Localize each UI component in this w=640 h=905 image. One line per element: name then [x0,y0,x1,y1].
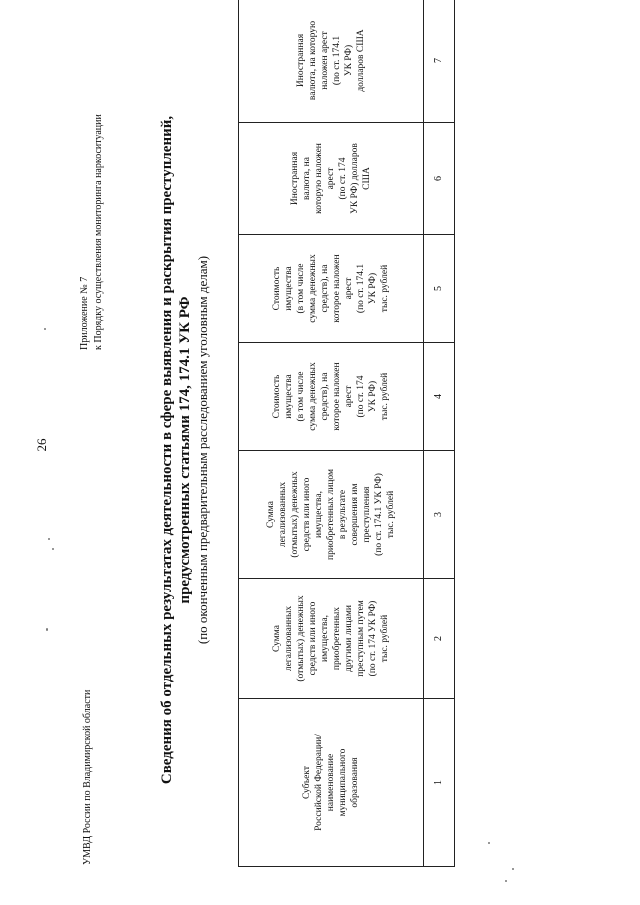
header-cell-line: Стоимость [272,374,282,419]
header-cell-line: арест [344,385,354,408]
header-cell-line: приобретенных [332,606,342,671]
header-cell-6 [239,123,424,235]
column-number-cell: 4 [424,343,455,451]
header-cell-line: УК РФ) долларов [350,143,360,214]
header-cell-line: арест [326,167,336,190]
header-cell-line: преступным путем [356,600,366,677]
annex-note [78,114,106,350]
header-cell-line: средств), на [320,264,330,313]
header-cell-line: (в том числе [296,263,306,314]
header-cell-line: (по ст. 174.1 [332,35,342,86]
header-cell-line: сумма денежных [308,254,318,323]
header-cell-line: тыс. рублей [380,264,390,313]
scan-speck [44,328,46,330]
header-cell-line: образования [350,757,360,808]
column-number-cell: 3 [424,451,455,579]
header-cell-line: имущества [284,266,294,311]
header-cell-1 [239,699,424,867]
header-cell-line: имущества [284,374,294,419]
document-title [158,35,211,865]
header-cell-line: арест [344,277,354,300]
header-cell-line: легализованных [278,481,288,548]
header-cell-line: которую наложен [314,143,324,214]
header-cell-line: Субъект [302,765,312,800]
scan-speck [488,842,490,844]
header-cell-line: имущества, [314,491,324,538]
header-cell-line: преступления [362,486,372,543]
column-number-cell: 1 [424,699,455,867]
scan-speck [505,880,507,882]
header-cell-line: (по ст. 174 УК РФ) [368,600,378,677]
header-cell-line: США [362,167,372,190]
header-cell-line: легализованных [284,605,294,672]
header-cell-line: наложен арест [320,31,330,90]
organization-header: УМВД России по Владимирской области [82,689,93,865]
header-cell-line: (по ст. 174.1 УК РФ) [374,473,384,556]
header-cell-line: средств или иного [308,601,318,676]
header-cell-line: приобретенных лицом [326,469,336,561]
header-cell-5 [239,235,424,343]
header-cell-line: Сумма [266,501,276,528]
header-cell-line: (по ст. 174 [338,157,348,200]
header-cell-line: Стоимость [272,266,282,311]
header-cell-line: Сумма [272,625,282,652]
header-cell-line: долларов США [356,29,366,92]
header-cell-line: тыс. рублей [386,490,396,539]
header-cell-line: УК РФ) [368,380,378,413]
annex-line-2: к Порядку осуществления мониторинга наркоситуации [93,114,104,350]
header-cell-4 [239,343,424,451]
header-cell-line: валюта, на [302,157,312,200]
header-cell-line: другими лицами [344,605,354,672]
header-cell-2 [239,579,424,699]
header-cell-line: совершения им [350,483,360,546]
header-cell-line: (отмытых) денежных [296,595,306,682]
header-cell-3 [239,451,424,579]
header-cell-line: тыс. рублей [380,614,390,663]
column-number-cell: 6 [424,123,455,235]
header-cell-line: валюта, на которую [308,20,318,101]
column-number-cell: 7 [424,0,455,123]
header-cell-line: наименование [326,753,336,812]
annex-line-1: Приложение № 7 [79,276,90,350]
header-cell-line: УК РФ) [344,44,354,77]
header-cell-line: в результате [338,489,348,540]
header-cell-7 [239,0,424,123]
scan-speck [48,538,50,540]
header-cell-line: средств), на [320,372,330,421]
table-number-row [424,0,455,867]
title-line-2: предусмотренных статьями 174, 174.1 УК РФ [177,296,193,604]
title-line-1: Сведения об отдельных результатах деятельности в сфере выявления и раскрытия преступлений, [159,115,175,785]
page-number: 26 [34,438,49,452]
column-number-cell: 5 [424,235,455,343]
header-cell-line: (по ст. 174.1 [356,263,366,314]
header-cell-line: средств или иного [302,477,312,552]
header-cell-line: (отмытых) денежных [290,471,300,558]
scan-speck [52,548,54,550]
table-header-row [239,0,424,867]
header-cell-line: имущества, [320,615,330,662]
header-cell-line: которое наложен [332,362,342,431]
scan-speck [512,868,514,870]
header-cell-line: муниципального [338,748,348,817]
header-cell-line: Иностранная [296,33,306,88]
header-cell-line: Иностранная [290,151,300,206]
header-cell-line: УК РФ) [368,272,378,305]
title-line-3: (по оконченным предварительным расследованием уголовным делам) [195,255,210,645]
column-number-cell: 2 [424,579,455,699]
header-cell-line: тыс. рублей [380,372,390,421]
statistics-table [238,0,455,867]
header-cell-line: Российской Федерации/ [314,734,324,831]
header-cell-line: (в том числе [296,371,306,422]
header-cell-line: (по ст. 174 [356,375,366,418]
scan-speck [46,628,48,631]
header-cell-line: сумма денежных [308,362,318,431]
header-cell-line: которое наложен [332,254,342,323]
